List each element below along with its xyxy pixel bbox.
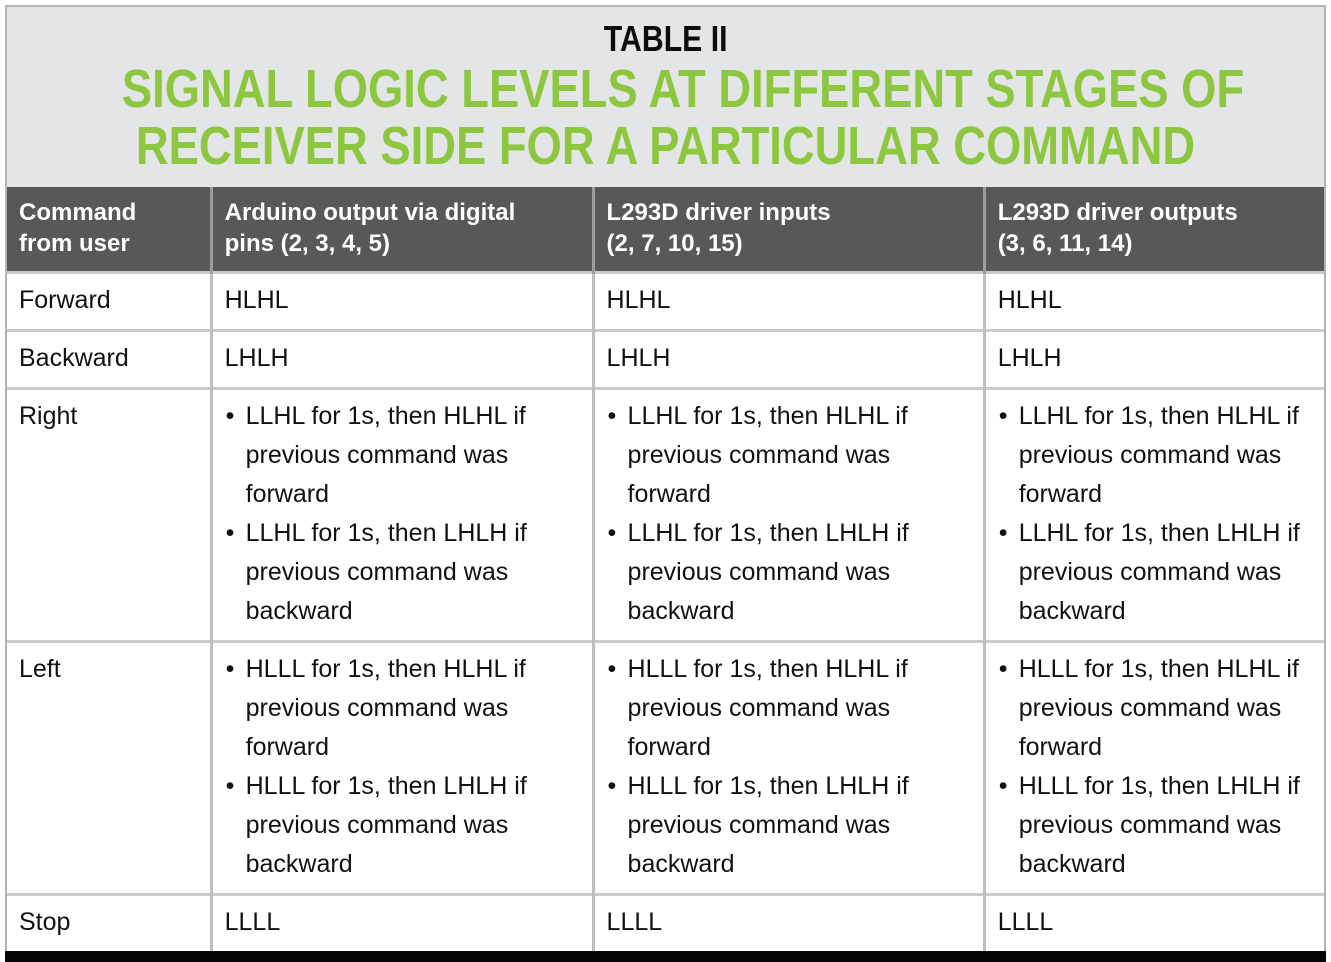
bullet-item: • LLHL for 1s, then LHLH if previous command was backward — [998, 514, 1316, 631]
column-header-line: Arduino output via digital — [224, 199, 516, 226]
bullet-item: • HLLL for 1s, then LHLH if previous command was backward — [998, 767, 1316, 884]
table-row-right — [7, 389, 1324, 642]
column-header-line: (3, 6, 11, 14) — [997, 230, 1133, 257]
signal-cell — [984, 642, 1324, 895]
bullet-item: • LLHL for 1s, then HLHL if previous command was forward — [607, 397, 975, 514]
signal-cell: LHLH — [593, 331, 984, 389]
column-header-line: L293D driver inputs — [606, 199, 831, 226]
column-header-3 — [984, 187, 1324, 273]
signal-cell: HLHL — [984, 273, 1324, 331]
command-cell: Forward — [7, 273, 211, 331]
bullet-item: • HLLL for 1s, then LHLH if previous command was backward — [225, 767, 584, 884]
table-row-backward — [7, 331, 1324, 389]
table-title-block — [7, 7, 1324, 187]
column-header-line: (2, 7, 10, 15) — [606, 230, 743, 257]
bullet-item: • LLHL for 1s, then HLHL if previous command was forward — [998, 397, 1316, 514]
command-cell: Left — [7, 642, 211, 895]
signal-cell — [984, 389, 1324, 642]
bullet-item: • HLLL for 1s, then HLHL if previous command was forward — [607, 650, 975, 767]
column-header-1 — [211, 187, 593, 273]
signal-cell — [593, 642, 984, 895]
bullet-item: • LLHL for 1s, then LHLH if previous command was backward — [607, 514, 975, 631]
column-header-line: from user — [19, 230, 130, 257]
table-heading-line2: RECEIVER SIDE FOR A PARTICULAR COMMAND — [135, 116, 1196, 176]
command-cell: Stop — [7, 895, 211, 952]
signal-cell — [593, 389, 984, 642]
column-header-line: pins (2, 3, 4, 5) — [224, 230, 391, 257]
signal-cell: LLLL — [593, 895, 984, 952]
column-header-line: L293D driver outputs — [997, 199, 1238, 226]
table-number-label — [15, 17, 1316, 61]
table-header-row — [7, 187, 1324, 273]
signal-cell — [211, 389, 593, 642]
table-number-text: TABLE II — [603, 18, 728, 59]
table-row-stop — [7, 895, 1324, 952]
table2-frame — [5, 5, 1326, 962]
table-heading-line1: SIGNAL LOGIC LEVELS AT DIFFERENT STAGES OF — [121, 59, 1245, 119]
table-row-left — [7, 642, 1324, 895]
column-header-2 — [593, 187, 984, 273]
signal-cell: HLHL — [211, 273, 593, 331]
bullet-item: • HLLL for 1s, then HLHL if previous command was forward — [225, 650, 584, 767]
bullet-item: • HLLL for 1s, then LHLH if previous command was backward — [607, 767, 975, 884]
bullet-item: • LLHL for 1s, then HLHL if previous command was forward — [225, 397, 584, 514]
bottom-rule-bar — [5, 951, 1326, 962]
signal-cell: LHLH — [984, 331, 1324, 389]
signal-cell — [211, 642, 593, 895]
command-cell: Right — [7, 389, 211, 642]
signal-cell: LLLL — [984, 895, 1324, 952]
signal-logic-table — [7, 187, 1324, 951]
signal-cell: LLLL — [211, 895, 593, 952]
column-header-line: Command — [19, 199, 137, 226]
signal-cell: LHLH — [211, 331, 593, 389]
bullet-item: • HLLL for 1s, then HLHL if previous command was forward — [998, 650, 1316, 767]
bullet-item: • LLHL for 1s, then LHLH if previous command was backward — [225, 514, 584, 631]
signal-cell: HLHL — [593, 273, 984, 331]
table-row-forward — [7, 273, 1324, 331]
column-header-0 — [7, 187, 211, 273]
command-cell: Backward — [7, 331, 211, 389]
